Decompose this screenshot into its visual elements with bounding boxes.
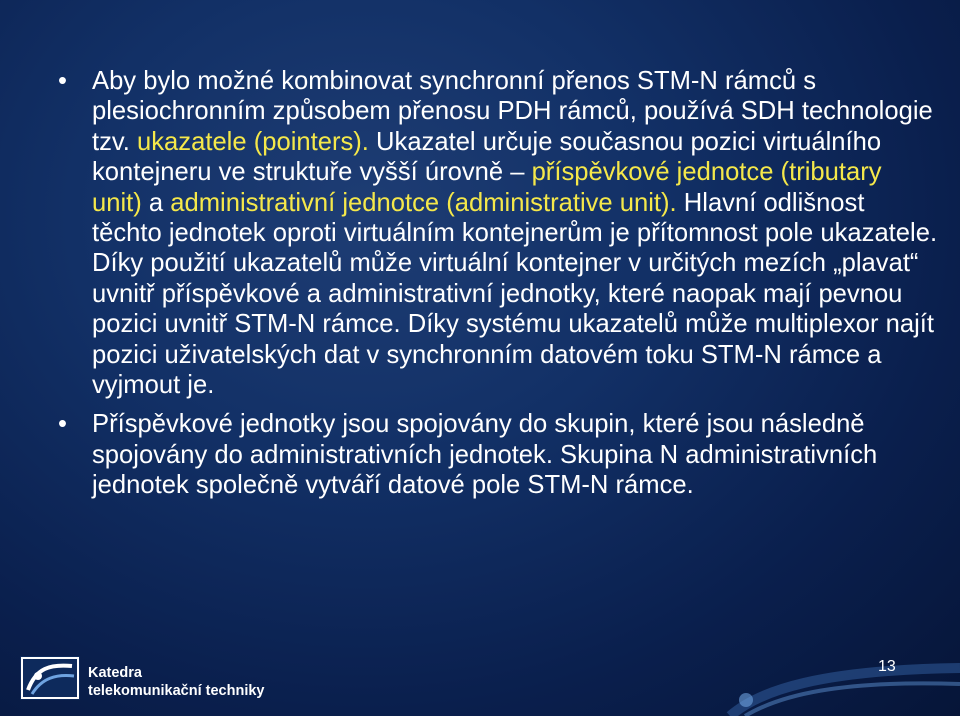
text-segment: Ukazatel určuje současnou pozici virtuálního kontejneru ve struktuře vyšší úrovně – (92, 127, 882, 187)
text-segment: Hlavní odlišnost těchto jednotek oproti virtuálním kontejnerům je přítomnost pole ukazatele. Díky použití ukazatelů může virtuální kontejner v určitých mezích „plavat“ uvnitř příspěvkové a administrativní jednotky, které naopak mají pevnou pozici uvnitř STM-N rámce. Díky systému ukazatelů může multiplexor najít pozici uživatelských dat v synchronním datovém toku STM-N rámce a vyjmout je. (92, 188, 938, 400)
page-number: 13 (878, 658, 896, 675)
swoosh-decoration (700, 640, 960, 716)
footer-line1: Katedra (88, 665, 142, 681)
text-segment: Aby bylo možné kombinovat synchronní přenos STM-N rámců s plesiochronním způsobem přenosu PDH rámců, používá SDH technologie tzv. (92, 67, 933, 156)
text-segment: Příspěvkové jednotky jsou spojovány do skupin, které jsou následně spojovány do administrativních jednotek. Skupina N administrativních jednotek společně vytváří datové pole STM-N rámce. (92, 410, 878, 500)
katedra-logo-icon (20, 656, 80, 700)
bullet-item (58, 66, 938, 400)
highlight-text: ukazatele (pointers). (137, 127, 369, 156)
highlight-text: příspěvkové jednotce (tributary unit) (92, 158, 882, 217)
text-segment: a (141, 188, 171, 217)
slide-content (58, 66, 938, 501)
bullet-text (92, 410, 877, 499)
bullet-text (92, 67, 937, 399)
bullet-icon: • (58, 67, 67, 95)
footer-institution (88, 664, 264, 700)
highlight-text: administrativní jednotce (administrative unit). (170, 188, 677, 217)
footer-line2: telekomunikační techniky (88, 683, 265, 699)
bullet-icon: • (58, 410, 67, 439)
bullet-item (58, 409, 938, 500)
